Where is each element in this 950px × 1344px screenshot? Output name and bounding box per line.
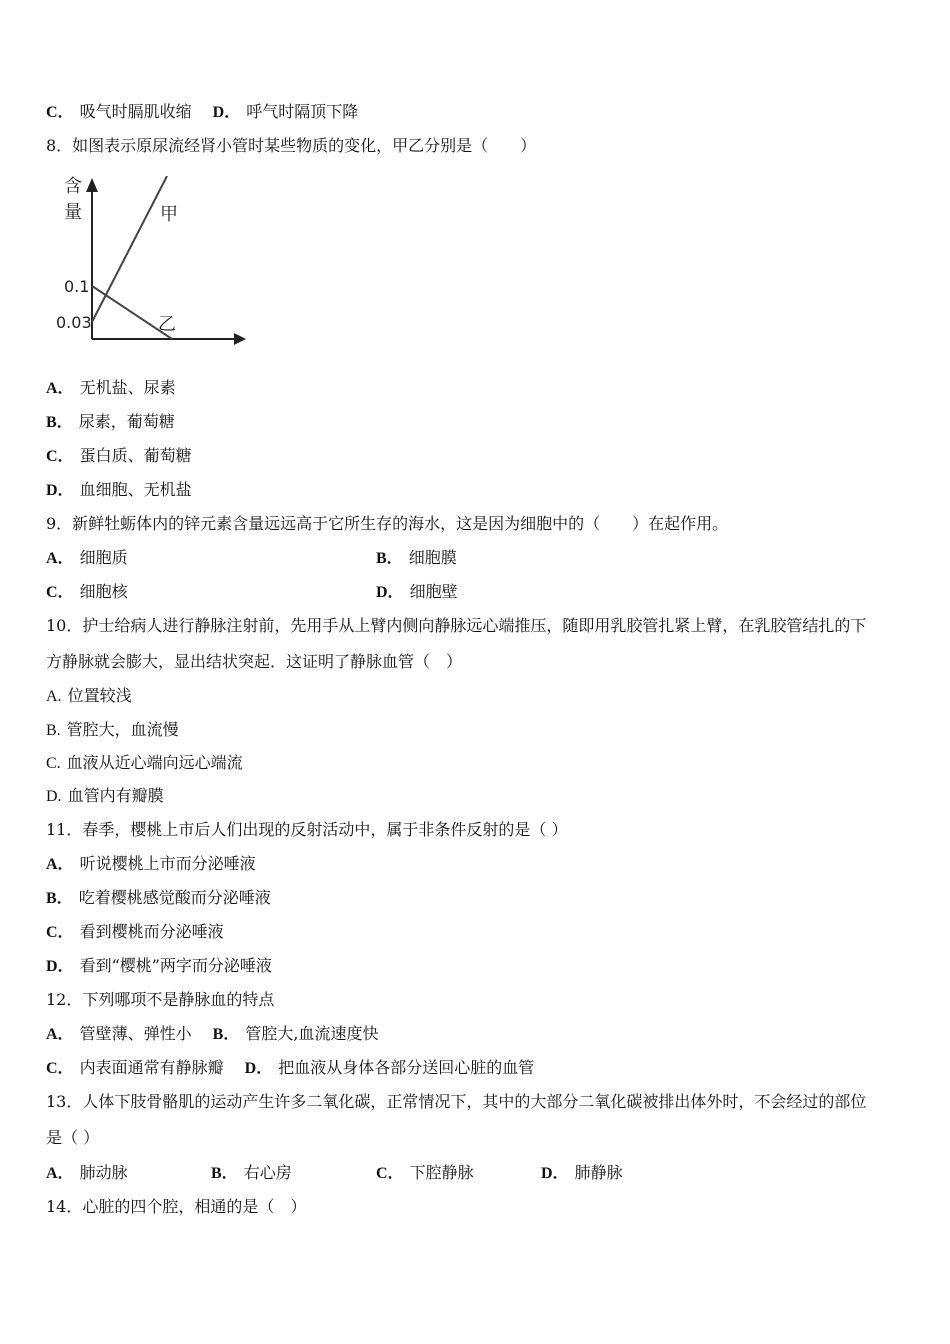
q9-option-c: C． 细胞核 <box>46 582 128 601</box>
q13-stem-line-1: 13．人体下肢骨骼肌的运动产生许多二氧化碳，正常情况下，其中的大部分二氧化碳被排出体外时，不会经过的部位 <box>46 1092 867 1111</box>
q9-option-b: B． 细胞膜 <box>376 548 457 567</box>
q7-option-c: C． 吸气时膈肌收缩 <box>46 102 192 121</box>
q12-option-a: A． 管壁薄、弹性小 <box>46 1024 192 1043</box>
q8-option-c: C． 蛋白质、葡萄糖 <box>46 446 192 465</box>
q9-stem: 9．新鲜牡蛎体内的锌元素含量远远高于它所生存的海水，这是因为细胞中的（ ）在起作用。 <box>46 514 729 533</box>
x-axis-arrow <box>234 333 246 345</box>
q11-option-d: D． 看到“樱桃”两字而分泌唾液 <box>46 956 272 975</box>
series-yi-label: 乙 <box>158 314 176 335</box>
q11-stem: 11．春季，樱桃上市后人们出现的反射活动中，属于非条件反射的是（ ） <box>46 820 568 839</box>
q12-options-row-1 <box>46 1024 378 1045</box>
q10-option-d: D. 血管内有瓣膜 <box>46 786 164 805</box>
q12-option-d: D． 把血液从身体各部分送回心脏的血管 <box>244 1058 535 1077</box>
y-axis-label-char-2: 量 <box>64 202 82 223</box>
q7-option-d: D． 呼气时隔顶下降 <box>212 102 359 121</box>
q10-stem-line-1: 10．护士给病人进行静脉注射前，先用手从上臂内侧向静脉远心端推压，随即用乳胶管扎紧上臂，在乳胶管结扎的下 <box>46 616 867 635</box>
q9-option-a: A． 细胞质 <box>46 548 128 567</box>
q14-stem: 14．心脏的四个腔，相通的是（ ） <box>46 1197 307 1216</box>
q9-option-d: D． 细胞壁 <box>376 582 458 601</box>
q13-stem-line-2: 是（ ） <box>46 1128 100 1147</box>
q10-option-b: B. 管腔大，血流慢 <box>46 720 179 739</box>
q8-stem: 8．如图表示原尿流经肾小管时某些物质的变化，甲乙分别是（ ） <box>46 136 537 155</box>
q8-option-a: A． 无机盐、尿素 <box>46 378 176 397</box>
q10-option-a: A. 位置较浅 <box>46 686 132 705</box>
q13-option-c: C． 下腔静脉 <box>376 1163 474 1182</box>
series-jia-line <box>92 176 167 322</box>
q10-stem-line-2: 方静脉就会膨大，显出结状突起．这证明了静脉血管（ ） <box>46 652 463 671</box>
q13-option-b: B． 右心房 <box>211 1163 292 1182</box>
q13-option-d: D． 肺静脉 <box>541 1163 623 1182</box>
q11-option-a: A． 听说樱桃上市而分泌唾液 <box>46 854 256 873</box>
q12-option-b: B． 管腔大,血流速度快 <box>212 1024 379 1043</box>
q10-option-c: C. 血液从近心端向远心端流 <box>46 753 243 772</box>
q11-option-c: C． 看到樱桃而分泌唾液 <box>46 922 224 941</box>
q8-option-b: B． 尿素，葡萄糖 <box>46 412 175 431</box>
q13-option-a: A． 肺动脉 <box>46 1163 128 1182</box>
series-jia-label: 甲 <box>160 204 178 225</box>
y-tick-0.03: 0.03 <box>56 313 92 332</box>
q11-option-b: B． 吃着樱桃感觉酸而分泌唾液 <box>46 888 271 907</box>
q12-option-c: C． 内表面通常有静脉瓣 <box>46 1058 224 1077</box>
q12-stem: 12．下列哪项不是静脉血的特点 <box>46 990 275 1009</box>
y-axis-label-char-1: 含 <box>64 176 82 197</box>
q12-options-row-2 <box>46 1058 534 1079</box>
y-tick-0.1: 0.1 <box>64 277 90 296</box>
q8-chart <box>52 176 252 346</box>
y-axis-arrow <box>86 178 98 192</box>
q8-option-d: D． 血细胞、无机盐 <box>46 480 192 499</box>
q7-options-row <box>46 102 358 123</box>
